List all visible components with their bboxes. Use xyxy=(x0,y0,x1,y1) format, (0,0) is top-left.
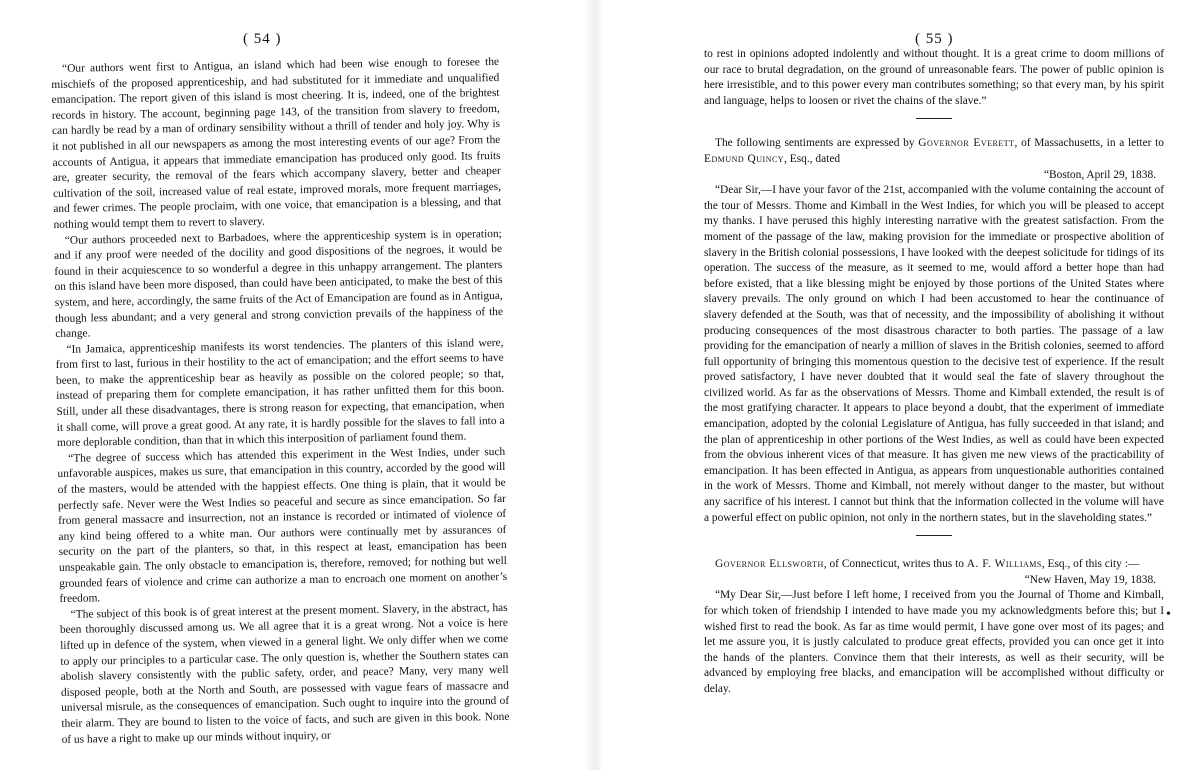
ellsworth-dateline: “New Haven, May 19, 1838. xyxy=(1024,573,1156,586)
left-page-text xyxy=(51,55,510,748)
page-number-left: ( 54 ) xyxy=(243,31,282,47)
paragraph-antigua: “Our authors went first to Antigua, an island which had been wise enough to foresee the mischiefs of the proposed apprenticeship, and had substituted for it immediate and unqualified emancipation. The report given of this island is most cheering. It is, indeed, one of the brightest records in history. The account, beginning page 143, of the transition from slavery to freedom, can hardly be read by a man of ordinary sensibility without a thrill of tender and holy joy. Why is it not published in all our newspapers as among the most interesting events of our age? From the accounts of Antigua, it appears that immediate emancipation has produced only good. Its fruits are, greater security, the removal of the fears which accompany slavery, better and cheaper cultivation of the soil, increased value of real estate, improved morals, more frequent marriages, and fewer crimes. The people proclaim, with one voice, that emancipation is a blessing, and that nothing would tempt them to revert to slavery. xyxy=(51,55,502,231)
everett-intro: The following sentiments are expressed by Governor Everett, of Massachusetts, in a letter to Edmund Quincy, Esq., dated xyxy=(704,137,1164,165)
williams-name: A. F. Williams xyxy=(966,558,1042,571)
quincy-name: Edmund Quincy xyxy=(704,152,785,165)
paragraph-subject: “The subject of this book is of great interest at the present moment. Slavery, in the abstract, has been thoroughly discussed among us. We all agree that it is a great wrong. Not a voice is here lifted up in defence of the system, when viewed in a general light. We only differ when we come to apply our principles to a particular case. The only question is, whether the Southern states can abolish slavery consistently with the public safety, order, and peace? Many, very many well disposed people, both at the North and South, are possessed with vague fears of massacre and universal misrule, as the consequences of emancipation. Such ought to inquire into the ground of their alarm. They are bound to listen to the voice of facts, and such are given in this book. None of us have a right to make up our minds without inquiry, or xyxy=(59,601,510,746)
paragraph-success: “The degree of success which has attended this experiment in the West Indies, under such unfavorable auspices, makes us sure, that emancipation in this country, accorded by the good will of the masters, would be attended with the happiest effects. One thing is plain, that it would be perfectly safe. Never were the West Indies so peaceful and secure as since emancipation. So far from general massacre and insurrection, not an instance is recorded or intimated of violence of any kind being offered to a white man. Our authors were continually met by assurances of security on the part of the planters, so that, in this respect at least, emancipation has been unspeakable gain. The only obstacle to emancipation is, therefore, removed; for nothing but well grounded fears of violence and crime can authorize a man to encroach one moment on another’s freedom. xyxy=(57,445,508,606)
paragraph-jamaica: “In Jamaica, apprenticeship manifests its worst tendencies. The planters of this island were, from first to last, furious in their hostility to the act of emancipation; and the effort seems to have been, to make the apprenticeship bear as heavily as possible on the colored people; so that, instead of preparing them for complete emancipation, it has rather unfitted them for this boon. Still, under all these disadvantages, there is strong reason for expecting, that emancipation, when it shall come, will prove a great good. At any rate, it is hardly possible for the slaves to fall into a more deplorable condition, than that in which this interposition of parliament found them. xyxy=(55,336,505,450)
paragraph-barbadoes: “Our authors proceeded next to Barbadoes, where the apprenticeship system is in operation; and if any proof were needed of the docility and good dispositions of the negroes, it would be found in their acquiescence to so wonderful a degree in this unhappy arrangement. The planters on this island have been more disposed, than could have been anticipated, to make the best of this system, and here, accordingly, the same fruits of the Act of Emancipation are found as in Antigua, though less abundant; and a very general and strong conviction prevails of the happiness of the change. xyxy=(53,227,504,341)
ellsworth-letter: “My Dear Sir,—Just before I left home, I received from you the Journal of Thome and Kimball, for which token of friendship I intended to have made you my acknowledgments before this; but I wished first to read the book. As far as time would permit, I have gone over most of its pages; and let me assure you, it is justly calculated to produce great effects, provided you can once get it into the hands of the planters. Convince them that their interests, as well as their security, will be advanced by employing free blacks, and emancipation will be accomplished without difficulty or delay. xyxy=(704,589,1164,695)
ellsworth-intro: Governor Ellsworth, of Connecticut, writes thus to A. F. Williams, Esq., of this city :— xyxy=(715,558,1140,571)
everett-name: Governor Everett xyxy=(918,137,1015,150)
continuation-paragraph: to rest in opinions adopted indolently and without thought. It is a great crime to doom millions of our race to brutal degradation, on the ground of unreasonable fears. The power of public opinion is here irresistible, and to this power every man contributes something; so that every man, by his spirit and language, helps to loosen or rivet the chains of the slave.” xyxy=(704,48,1164,107)
right-page-text xyxy=(704,47,1164,698)
ellsworth-name: Governor Ellsworth xyxy=(715,558,824,571)
ink-dot: • xyxy=(1166,607,1171,622)
page-number-right: ( 55 ) xyxy=(915,31,954,47)
section-rule-2 xyxy=(916,535,952,536)
everett-dateline: “Boston, April 29, 1838. xyxy=(1043,168,1156,181)
everett-letter: “Dear Sir,—I have your favor of the 21st, accompanied with the volume containing the account of the tour of Messrs. Thome and Kimball in the West Indies, for which you will be pleased to accept my thanks. I have perused this highly interesting narrative with the greatest satisfaction. From the moment of the passage of the law, making provision for the immediate or prospective abolition of slavery in the British colonial possessions, I have looked with the deepest solicitude for tidings of its operation. The success of the measure, as it seemed to me, would afford a better hope than had before existed, that a like blessing might be enjoyed by those portions of the United States where slavery prevails. The only ground on which I had been accustomed to hear the continuance of slavery defended at the South, was that of necessity, and the impossibility of abolishing it without producing consequences of the most disastrous character to both parties. The passage of a law providing for the emancipation of nearly a million of slaves in the British colonies, seemed to afford full opportunity of bringing this momentous question to the decisive test of experience. If the result proved satisfactory, I have never doubted that it would seal the fate of slavery throughout the civilized world. As far as the observations of Messrs. Thome and Kimball extended, the result is of the most gratifying character. It appears to place beyond a doubt, that the experiment of immediate emancipation, adopted by the colonial Legislature of Antigua, has fully succeeded in that island; and the plan of apprenticeship in other portions of the West Indies, as well as could have been expected from the obvious inherent vices of that measure. It has given me new views of the practicability of emancipation. It has been effected in Antigua, as appears from unquestionable authorities contained in the work of Messrs. Thome and Kimball, not merely without danger to the master, but without any sacrifice of his interest. I cannot but think that the information collected in the volume will have a powerful effect on public opinion, not only in the northern states, but in the slaveholding states.” xyxy=(704,184,1164,524)
section-rule xyxy=(916,118,952,119)
left-page xyxy=(0,0,590,770)
right-page xyxy=(600,0,1200,770)
